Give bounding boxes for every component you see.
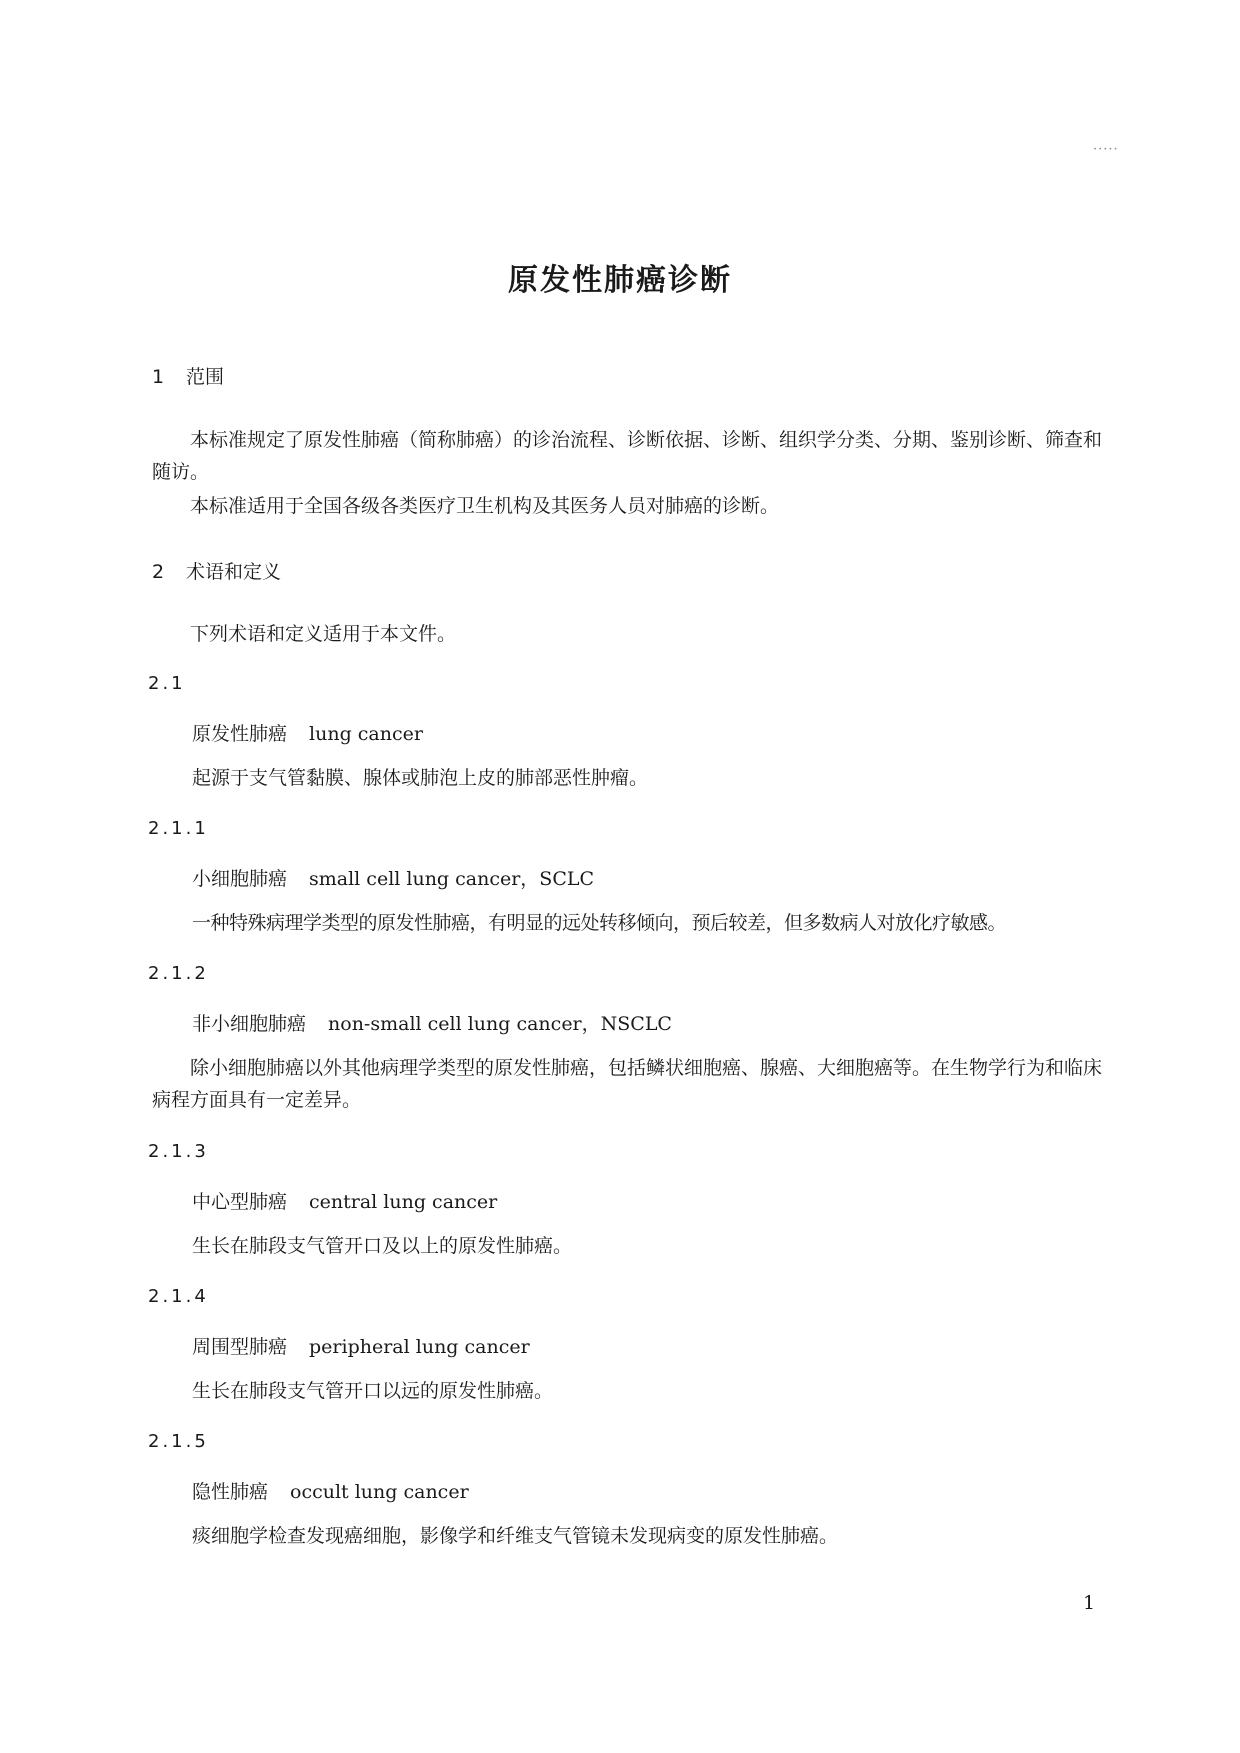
term-entry <box>192 864 594 891</box>
term-definition: 生长在肺段支气管开口以远的原发性肺癌。 <box>192 1380 554 1402</box>
term-en: central lung cancer <box>309 1191 498 1213</box>
term-entry <box>192 1477 469 1504</box>
section-title: 范围 <box>186 366 225 388</box>
page-title: 原发性肺癌诊断 <box>508 263 732 298</box>
term-entry <box>192 1009 672 1036</box>
term-definition: 一种特殊病理学类型的原发性肺癌，有明显的远处转移倾向，预后较差，但多数病人对放化疗敏感。 <box>192 912 1007 934</box>
term-en: lung cancer <box>309 723 423 745</box>
corner-mark: ····· <box>1093 142 1119 157</box>
clause-number: 2.1.3 <box>148 1141 209 1162</box>
section-number: 2 <box>152 561 165 583</box>
section-heading-terms <box>152 557 281 584</box>
term-zh: 原发性肺癌 <box>192 723 288 745</box>
term-definition: 起源于支气管黏膜、腺体或肺泡上皮的肺部恶性肿瘤。 <box>192 767 649 789</box>
section-title: 术语和定义 <box>186 561 282 583</box>
scope-paragraph-2: 本标准适用于全国各级各类医疗卫生机构及其医务人员对肺癌的诊断。 <box>190 495 780 517</box>
term-entry <box>192 1187 497 1214</box>
clause-number: 2.1.5 <box>148 1431 209 1452</box>
term-entry <box>192 1332 530 1359</box>
clause-number: 2.1.2 <box>148 963 209 984</box>
clause-number: 2.1 <box>148 673 186 694</box>
term-zh: 非小细胞肺癌 <box>192 1013 307 1035</box>
section-number: 1 <box>152 366 165 388</box>
term-en: peripheral lung cancer <box>309 1336 530 1358</box>
scope-paragraph-1: 本标准规定了原发性肺癌（简称肺癌）的诊治流程、诊断依据、诊断、组织学分类、分期、鉴别诊断、筛查和随访。 <box>152 429 1103 483</box>
term-definition: 痰细胞学检查发现癌细胞，影像学和纤维支气管镜未发现病变的原发性肺癌。 <box>192 1525 839 1547</box>
terms-intro: 下列术语和定义适用于本文件。 <box>190 623 457 645</box>
term-zh: 周围型肺癌 <box>192 1336 288 1358</box>
term-en: occult lung cancer <box>290 1481 469 1503</box>
term-en: small cell lung cancer，SCLC <box>309 868 595 890</box>
term-zh: 小细胞肺癌 <box>192 868 288 890</box>
term-definition: 除小细胞肺癌以外其他病理学类型的原发性肺癌，包括鳞状细胞癌、腺癌、大细胞癌等。在生物学行为和临床病程方面具有一定差异。 <box>152 1057 1103 1111</box>
term-definition: 生长在肺段支气管开口及以上的原发性肺癌。 <box>192 1235 573 1257</box>
term-entry <box>192 719 423 746</box>
term-zh: 中心型肺癌 <box>192 1191 288 1213</box>
term-en: non-small cell lung cancer，NSCLC <box>328 1013 672 1035</box>
clause-number: 2.1.4 <box>148 1286 209 1307</box>
section-heading-scope <box>152 362 224 389</box>
page-number: 1 <box>1083 1592 1096 1614</box>
term-zh: 隐性肺癌 <box>192 1481 269 1503</box>
clause-number: 2.1.1 <box>148 818 209 839</box>
